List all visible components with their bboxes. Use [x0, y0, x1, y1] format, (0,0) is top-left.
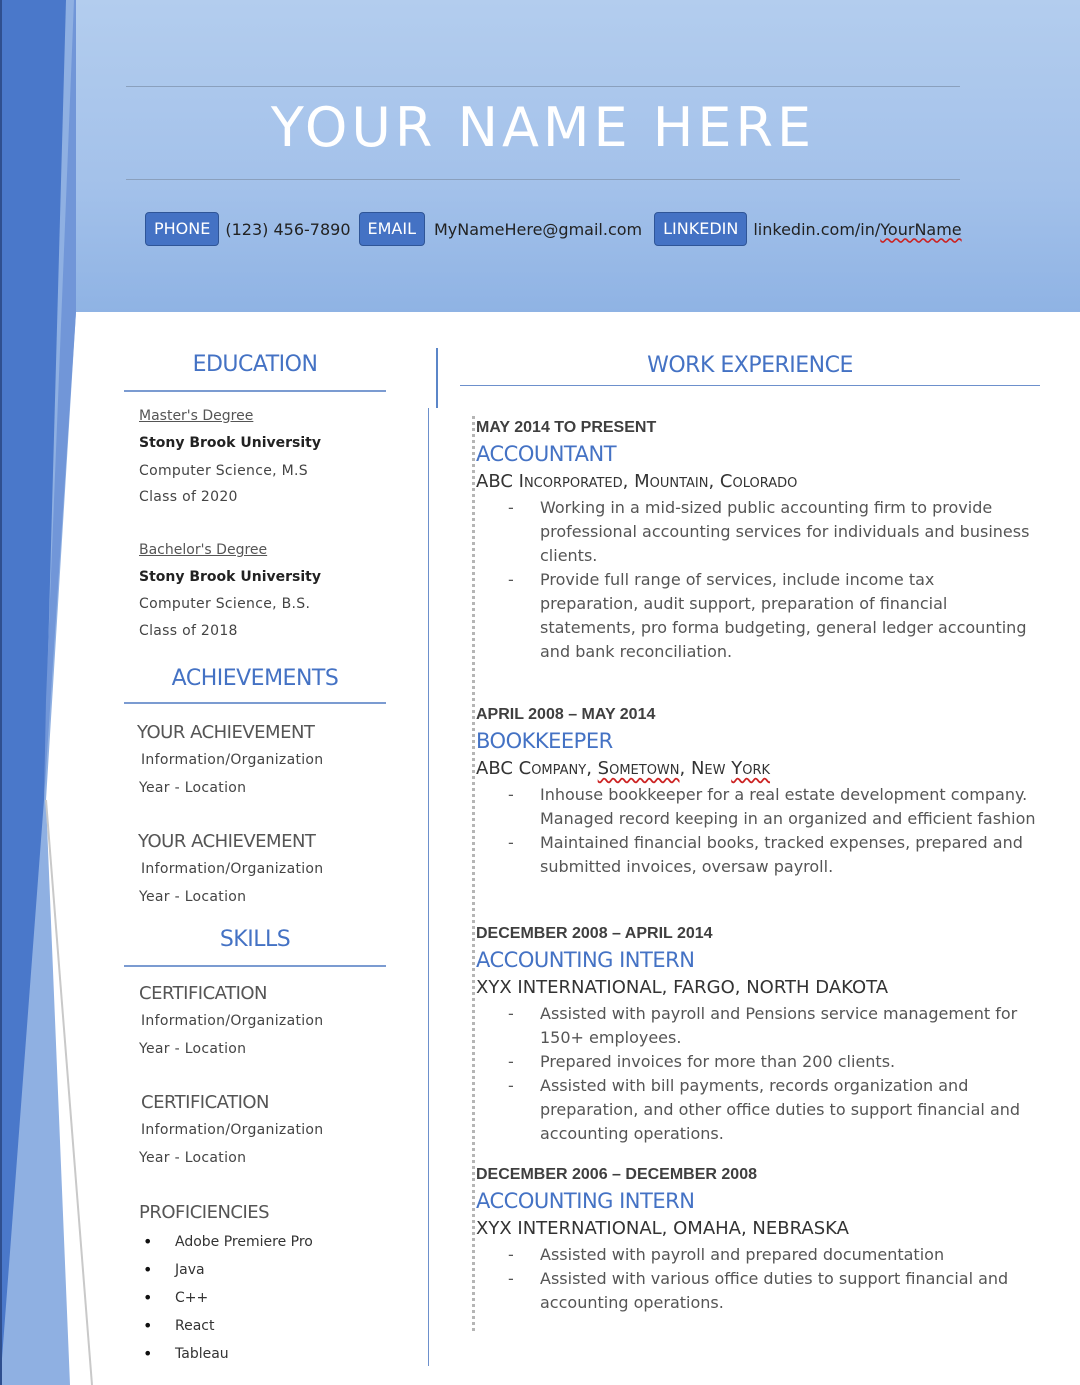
job-dates: MAY 2014 TO PRESENT — [476, 419, 657, 436]
certification-when: Year - Location — [139, 1150, 247, 1166]
education-year: Class of 2018 — [139, 623, 238, 639]
job-bullet: - Working in a mid-sized public accounting firm to provide professional accounting services for individuals and business clients. — [476, 496, 1036, 568]
job-bullets — [476, 1243, 1036, 1315]
job-dates: APRIL 2008 – MAY 2014 — [476, 706, 656, 723]
job-company — [476, 755, 1036, 783]
job-entry — [476, 1163, 1036, 1315]
certification-org: Information/Organization — [141, 1122, 324, 1138]
achievement-when: Year - Location — [139, 780, 247, 796]
achievement-name: YOUR ACHIEVEMENT — [138, 831, 316, 852]
phone-tag: PHONE — [145, 212, 219, 246]
achievements-heading: ACHIEVEMENTS — [171, 666, 339, 691]
work-experience-rule — [460, 385, 1040, 386]
certification-org: Information/Organization — [141, 1013, 324, 1029]
job-bullets — [476, 783, 1036, 879]
education-field: Computer Science, M.S — [139, 463, 308, 479]
education-year: Class of 2020 — [139, 489, 238, 505]
job-bullet: - Assisted with payroll and prepared documentation — [476, 1243, 1036, 1267]
work-experience-heading: WORK EXPERIENCE — [647, 353, 853, 378]
job-title: ACCOUNTANT — [476, 442, 617, 466]
proficiency-item: • React — [139, 1312, 313, 1340]
linkedin-url-prefix: linkedin.com/in/ — [753, 219, 881, 239]
job-bullet: - Maintained financial books, tracked expenses, prepared and submitted invoices, oversaw payroll. — [476, 831, 1036, 879]
column-divider — [428, 408, 429, 1366]
certification-name: CERTIFICATION — [141, 1092, 270, 1113]
achievement-name: YOUR ACHIEVEMENT — [137, 722, 315, 743]
job-bullet: - Assisted with bill payments, records organization and preparation, and other office duties to support financial and accounting operations. — [476, 1074, 1036, 1146]
job-title: ACCOUNTING INTERN — [476, 1189, 695, 1213]
linkedin-value[interactable] — [753, 220, 961, 239]
proficiencies-heading: PROFICIENCIES — [139, 1202, 270, 1223]
job-dates: DECEMBER 2006 – DECEMBER 2008 — [476, 1166, 757, 1183]
timeline-dotted-line — [472, 416, 475, 1331]
job-bullet: - Prepared invoices for more than 200 clients. — [476, 1050, 1036, 1074]
education-degree: Bachelor's Degree — [139, 542, 268, 558]
certification-when: Year - Location — [139, 1041, 247, 1057]
email-tag: EMAIL — [359, 212, 426, 246]
proficiency-item: • Java — [139, 1256, 313, 1284]
column-divider — [436, 348, 438, 408]
education-school: Stony Brook University — [139, 569, 321, 585]
proficiencies-list — [139, 1228, 313, 1368]
job-company: XYX INTERNATIONAL, OMAHA, NEBRASKA — [476, 1218, 849, 1239]
candidate-name: YOUR NAME HERE — [270, 96, 816, 159]
achievement-org: Information/Organization — [141, 861, 324, 877]
job-entry — [476, 922, 1036, 1146]
company-city: Sometown — [597, 758, 680, 779]
achievements-rule — [124, 702, 386, 704]
job-bullets — [476, 496, 1036, 664]
proficiency-item: • C++ — [139, 1284, 313, 1312]
proficiency-item: • Adobe Premiere Pro — [139, 1228, 313, 1256]
education-degree: Master's Degree — [139, 408, 254, 424]
linkedin-url-username: YourName — [880, 219, 962, 239]
skills-rule — [124, 965, 386, 967]
proficiency-item: • Tableau — [139, 1340, 313, 1368]
education-field: Computer Science, B.S. — [139, 596, 311, 612]
job-bullet: - Assisted with various office duties to support financial and accounting operations. — [476, 1267, 1036, 1315]
job-title: BOOKKEEPER — [476, 729, 613, 753]
job-bullet: - Provide full range of services, include income tax preparation, audit support, preparation of financial statements, pro forma budgeting, general ledger accounting and bank reconciliation. — [476, 568, 1036, 664]
education-heading: EDUCATION — [192, 352, 318, 377]
job-bullet: - Assisted with payroll and Pensions service management for 150+ employees. — [476, 1002, 1036, 1050]
email-value[interactable]: MyNameHere@gmail.com — [434, 219, 643, 239]
job-company: XYX INTERNATIONAL, FARGO, NORTH DAKOTA — [476, 977, 889, 998]
education-school: Stony Brook University — [139, 435, 321, 451]
achievement-org: Information/Organization — [141, 752, 324, 768]
job-dates: DECEMBER 2008 – APRIL 2014 — [476, 925, 713, 942]
job-bullet: - Inhouse bookkeeper for a real estate development company. Managed record keeping in an organized and efficient fashion — [476, 783, 1036, 831]
job-entry — [476, 703, 1036, 879]
company-state-prefix: , New — [679, 758, 732, 779]
achievement-when: Year - Location — [139, 889, 247, 905]
job-bullets — [476, 1002, 1036, 1146]
skills-heading: SKILLS — [219, 927, 291, 952]
education-rule — [124, 390, 386, 392]
job-title: ACCOUNTING INTERN — [476, 948, 695, 972]
job-entry — [476, 416, 1036, 664]
job-company: ABC Incorporated, Mountain, Colorado — [476, 471, 798, 492]
contact-bar — [145, 212, 962, 246]
header-bottom-rule — [126, 179, 960, 180]
company-name: ABC Company, — [476, 758, 598, 779]
linkedin-tag: LINKEDIN — [654, 212, 747, 246]
phone-value: (123) 456-7890 — [225, 219, 351, 239]
company-state-suffix: York — [731, 758, 771, 779]
certification-name: CERTIFICATION — [139, 983, 268, 1004]
header-top-rule — [126, 86, 960, 87]
